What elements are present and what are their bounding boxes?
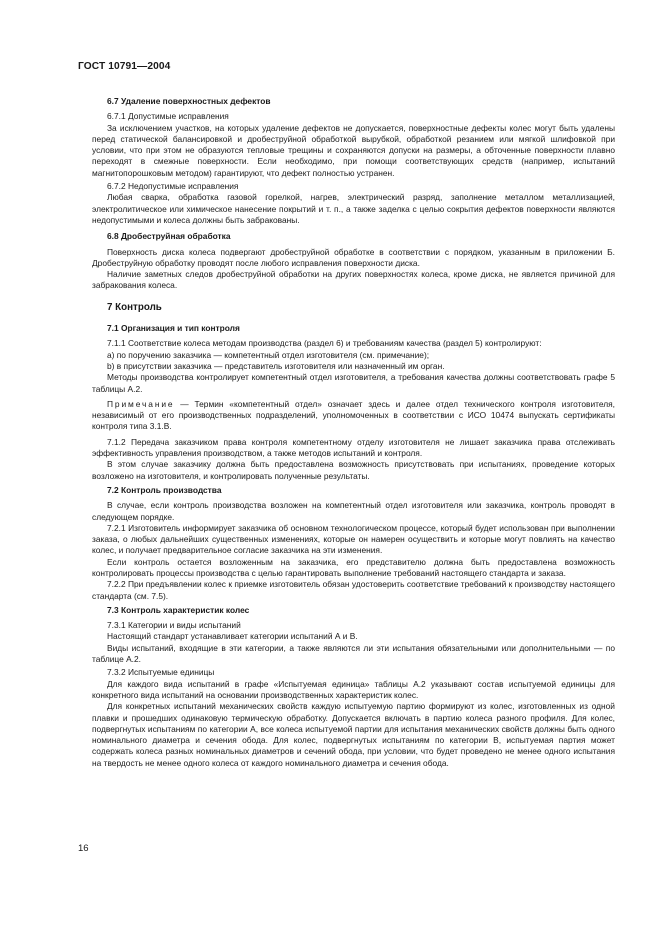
section-heading-7-1: 7.1 Организация и тип контроля bbox=[107, 323, 240, 334]
paragraph: 7.2.2 При предъявлении колес к приемке изготовитель обязан удостоверить соответствие требований к производству настоящего стандарта (см. 7.5). bbox=[92, 579, 615, 601]
paragraph: 7.1.1 Соответствие колеса методам производства (раздел 6) и требованиям качества (раздел 5) контролируют: bbox=[107, 338, 542, 349]
section-heading-7-3: 7.3 Контроль характеристик колес bbox=[107, 604, 250, 615]
section-heading-7: 7 Контроль bbox=[107, 301, 162, 313]
section-heading-6-7: 6.7 Удаление поверхностных дефектов bbox=[107, 96, 271, 106]
note bbox=[92, 399, 615, 433]
document-header: ГОСТ 10791—2004 bbox=[78, 61, 171, 72]
paragraph: В этом случае заказчику должна быть предоставлена возможность присутствовать при испытаниях, проведение которых возложено на изготовителя, и контролировать полученные результаты. bbox=[92, 459, 615, 481]
paragraph: В случае, если контроль производства возложен на компетентный отдел изготовителя или заказчика, контроль проводят в следующем порядке. bbox=[92, 500, 615, 522]
subsection-7-3-1: 7.3.1 Категории и виды испытаний bbox=[107, 620, 241, 631]
paragraph: 7.2.1 Изготовитель информирует заказчика об основном технологическом процессе, который будет использован при выполнении заказа, о любых дальнейших существенных изменениях, которые он намерен осуществить и которые могут повлиять на качество колес, и получает предварительное согласие заказчика на эти изменения. bbox=[92, 522, 615, 556]
paragraph: Для конкретных испытаний механических свойств каждую испытуемую партию формируют из колес, изготовленных из одной плавки и прошедших одинаковую термическую обработку. Допускается включать в партию колеса разного профиля. Для колес, подвергнутых испытаниям по категории А, все колеса испытуемой партии для испытания механических свойств должны быть одного номинального диаметра и сечения обода. Для колес, подвергнутых испытаниям по категории В, испытуемая партия может содержать колеса разных номинальных диаметров и сечений обода, при условии, что будет проведено не менее одного испытания на твердость не менее одного колеса от каждого номинального диаметра и сечения обода. bbox=[92, 701, 615, 768]
page-number: 16 bbox=[78, 843, 89, 854]
paragraph: Настоящий стандарт устанавливает категории испытаний А и В. bbox=[107, 631, 358, 642]
subsection-6-7-1: 6.7.1 Допустимые исправления bbox=[107, 111, 229, 122]
paragraph: Методы производства контролирует компетентный отдел изготовителя, а требования качества должны соответствовать графе 5 таблицы А.2. bbox=[92, 372, 615, 394]
paragraph: Виды испытаний, входящие в эти категории, а также являются ли эти испытания обязательными или дополнительными — по таблице А.2. bbox=[92, 642, 615, 665]
list-item: b) в присутствии заказчика — представитель изготовителя или назначенный им орган. bbox=[107, 360, 445, 371]
note-text: — Термин «компетентный отдел» означает здесь и далее отдел технического контроля изготовителя, независимый от его производственных подразделений, уполномоченных в соответствии с ИСО 10474 выпускать сертификаты контроля типа 3.1.В. bbox=[92, 398, 616, 432]
subsection-7-3-2: 7.3.2 Испытуемые единицы bbox=[107, 667, 215, 678]
list-item: a) по поручению заказчика — компетентный отдел изготовителя (см. примечание); bbox=[107, 349, 430, 360]
paragraph: За исключением участков, на которых удаление дефектов не допускается, поверхностные дефекты колес могут быть удалены перед статической балансировкой и дробеструйной обработкой вырубкой, обработкой резанием или мягкой шлифовкой при условии, что при этом не образуются тепловые трещины и сохраняются допуски на размеры, а обточенные поверхности плавно переходят в смежные поверхности. Если необходимо, при помощи соответствующих средств (например, испытаний магнитопорошковым методом) гарантируют, что дефект полностью устранен. bbox=[92, 122, 615, 178]
paragraph: Поверхность диска колеса подвергают дробеструйной обработке в соответствии с порядком, указанным в приложении Б. Дробеструйную обработку проводят после любого исправления поверхности диска. bbox=[92, 246, 615, 268]
section-heading-7-2: 7.2 Контроль производства bbox=[107, 484, 222, 495]
paragraph: Наличие заметных следов дробеструйной обработки на других поверхностях колеса, кроме диска, не является причиной для забракования колеса. bbox=[92, 269, 615, 291]
document-body bbox=[92, 93, 615, 769]
note-label: Примечание bbox=[107, 398, 175, 409]
paragraph: Если контроль остается возложенным на заказчика, его представителю должна быть предоставлена возможность контролировать процессы производства с целью гарантировать выполнение требований настоящего стандарта и заказа. bbox=[92, 556, 615, 578]
subsection-6-7-2: 6.7.2 Недопустимые исправления bbox=[107, 181, 239, 192]
paragraph: Любая сварка, обработка газовой горелкой, нагрев, электрический разряд, заполнение металлом металлизацией, электролитическое или химическое нанесение покрытий и т. п., а также заделка с целью сокрытия дефектов поверхности являются недопустимыми и колеса должны быть забракованы. bbox=[92, 192, 615, 225]
paragraph: 7.1.2 Передача заказчиком права контроля компетентному отделу изготовителя не лишает заказчика права отслеживать эффективность управления производством, а также методов испытаний и контроля. bbox=[92, 436, 615, 459]
section-heading-6-8: 6.8 Дробеструйная обработка bbox=[107, 231, 231, 242]
paragraph: Для каждого вида испытаний в графе «Испытуемая единица» таблицы А.2 указывают состав испытуемой единицы для конкретного вида испытаний на основании производственных характеристик колес. bbox=[92, 678, 615, 700]
